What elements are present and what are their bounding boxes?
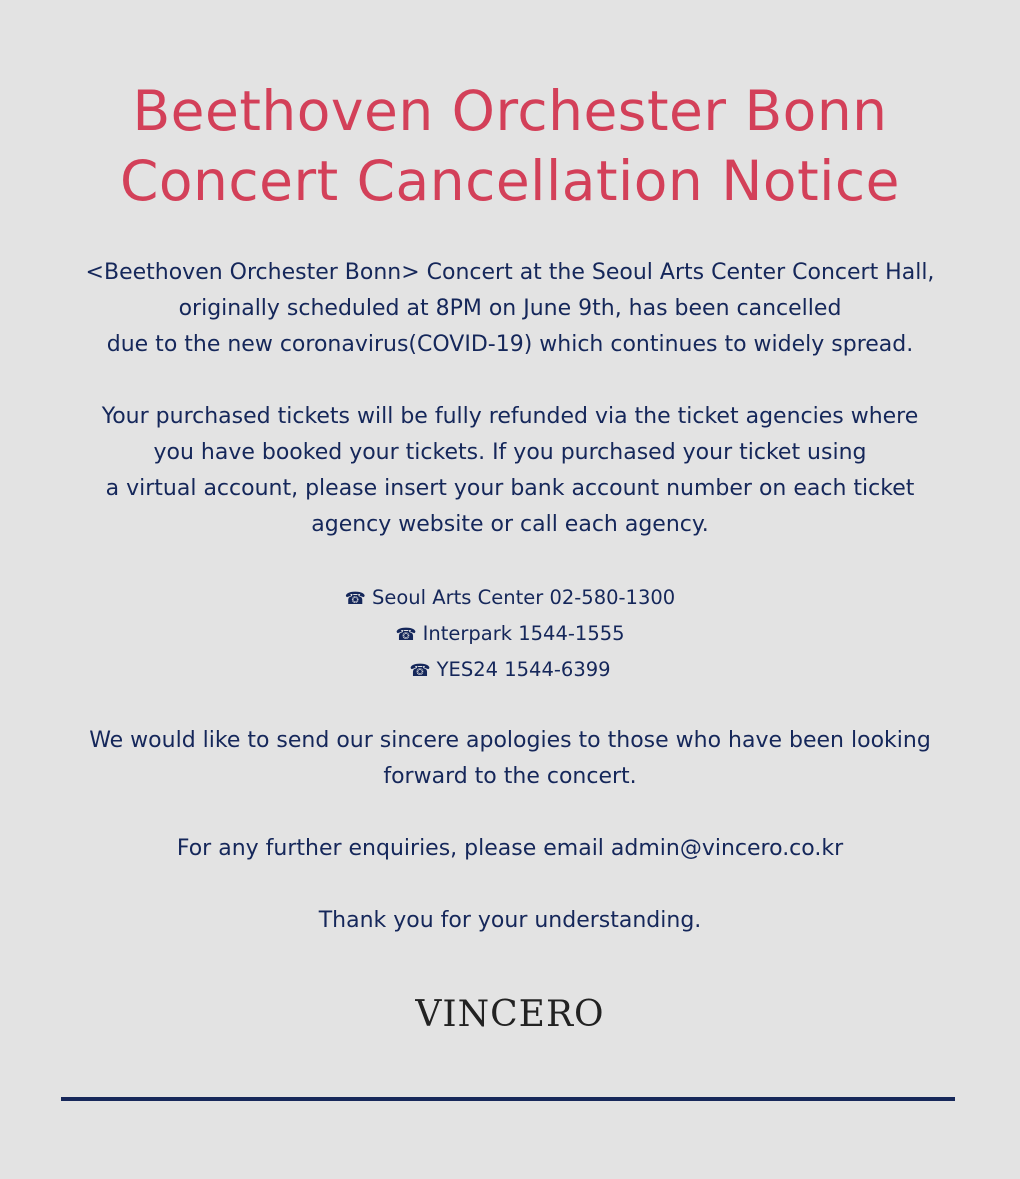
contact-text: YES24 1544-6399 bbox=[436, 658, 611, 681]
thanks-text: Thank you for your understanding. bbox=[318, 908, 702, 933]
contact-seoul-arts-center bbox=[0, 580, 1020, 617]
cancellation-text-line-2: originally scheduled at 8PM on June 9th, has been cancelled bbox=[178, 296, 842, 321]
phone-icon: ☎ bbox=[409, 661, 431, 681]
enquiries-text: For any further enquiries, please email admin@vincero.co.kr bbox=[176, 836, 844, 861]
bottom-divider bbox=[61, 1097, 955, 1101]
cancellation-text-line-3: due to the new coronavirus(COVID-19) which continues to widely spread. bbox=[106, 332, 914, 357]
contact-text: Interpark 1544-1555 bbox=[422, 622, 625, 645]
contact-text: Seoul Arts Center 02-580-1300 bbox=[371, 586, 676, 609]
phone-icon: ☎ bbox=[344, 589, 366, 609]
refund-text-line-1: Your purchased tickets will be fully refunded via the ticket agencies where bbox=[101, 404, 919, 429]
contact-yes24 bbox=[0, 652, 1020, 689]
vincero-logo: VINCERO bbox=[415, 994, 605, 1035]
phone-icon: ☎ bbox=[395, 625, 417, 645]
refund-text-line-4: agency website or call each agency. bbox=[311, 512, 709, 537]
contact-interpark bbox=[0, 616, 1020, 653]
title-line-2: Concert Cancellation Notice bbox=[119, 149, 900, 213]
apology-text-line-1: We would like to send our sincere apologies to those who have been looking bbox=[89, 728, 931, 753]
refund-text-line-2: you have booked your tickets. If you purchased your ticket using bbox=[153, 440, 867, 465]
cancellation-text-line-1: <Beethoven Orchester Bonn> Concert at the Seoul Arts Center Concert Hall, bbox=[85, 260, 935, 285]
apology-text-line-2: forward to the concert. bbox=[383, 764, 637, 789]
refund-text-line-3: a virtual account, please insert your bank account number on each ticket bbox=[105, 476, 915, 501]
title-line-1: Beethoven Orchester Bonn bbox=[132, 79, 888, 143]
